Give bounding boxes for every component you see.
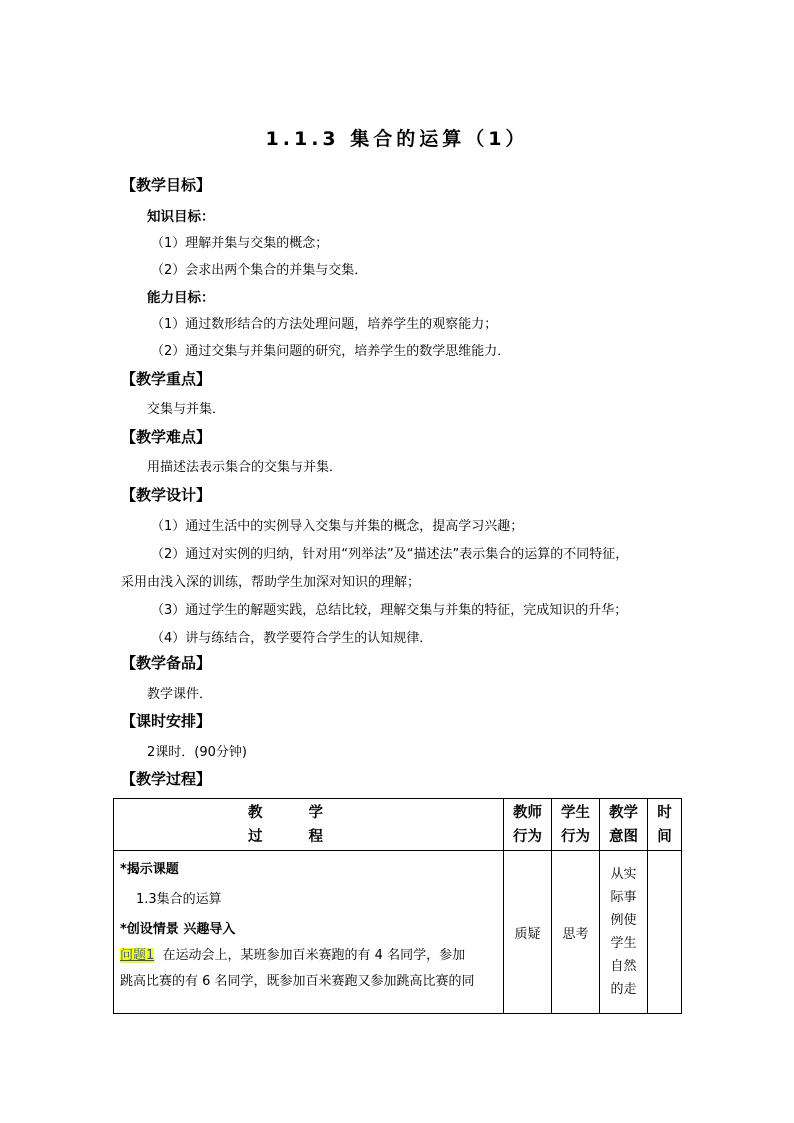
header-intent-line-1: 教学 — [609, 804, 638, 821]
intent-cell — [600, 851, 648, 1014]
intent-line-3: 例使 — [610, 913, 637, 928]
ability-label: 能力目标： — [147, 290, 215, 306]
intent-line-4: 学生 — [610, 936, 637, 951]
intent-line-1: 从实 — [610, 867, 637, 882]
process-content-cell — [114, 851, 504, 1014]
design-line-4: （3）通过学生的解题实践，总结比较，理解交集与并集的特征，完成知识的升华； — [151, 603, 628, 618]
section-objectives: 【教学目标】 — [121, 176, 212, 194]
time-cell — [648, 851, 682, 1014]
key-points-text: 交集与并集． — [147, 402, 226, 417]
ability-line-2: （2）通过交集与并集问题的研究，培养学生的数学思维能力． — [151, 344, 511, 359]
header-intent — [600, 799, 648, 851]
header-teacher-line-1: 教师 — [513, 804, 542, 821]
header-student-line-2: 行为 — [561, 828, 590, 845]
materials-text: 教学课件． — [147, 687, 213, 702]
header-time-line-2: 间 — [657, 828, 672, 845]
table-header-row — [114, 799, 682, 851]
header-student-line-1: 学生 — [561, 804, 590, 821]
section-difficulties: 【教学难点】 — [121, 428, 212, 446]
teacher-action-cell — [504, 851, 552, 1014]
student-action-cell — [552, 851, 600, 1014]
header-process-char-1: 教 — [248, 804, 263, 821]
section-schedule: 【课时安排】 — [121, 712, 212, 730]
header-process-char-3: 过 — [248, 828, 263, 845]
knowledge-label: 知识目标： — [147, 209, 215, 225]
header-process-char-4: 程 — [308, 828, 323, 845]
student-action: 思考 — [562, 926, 589, 942]
schedule-text: 2课时．(90分钟) — [147, 745, 247, 760]
section-materials: 【教学备品】 — [121, 654, 212, 672]
design-line-1: （1）通过生活中的实例导入交集与并集的概念，提高学习兴趣； — [151, 519, 524, 534]
header-teacher-line-2: 行为 — [513, 828, 542, 845]
teacher-action: 质疑 — [514, 926, 541, 942]
topic-text: 1.3集合的运算 — [136, 892, 222, 907]
intent-line-6: 的走 — [610, 982, 637, 997]
topic-label: *揭示课题 — [120, 862, 179, 877]
section-key-points: 【教学重点】 — [121, 370, 212, 388]
table-row — [114, 851, 682, 1014]
header-time-line-1: 时 — [657, 804, 672, 821]
section-design: 【教学设计】 — [121, 486, 212, 504]
header-process — [114, 799, 504, 851]
design-line-3: 采用由浅入深的训练，帮助学生加深对知识的理解； — [121, 575, 421, 590]
section-process: 【教学过程】 — [121, 770, 212, 788]
intent-line-5: 自然 — [610, 959, 637, 974]
question-1-link[interactable]: 问题1 — [120, 948, 155, 963]
intent-line-2: 际事 — [610, 890, 637, 905]
difficulties-text: 用描述法表示集合的交集与并集． — [147, 460, 343, 475]
knowledge-line-1: （1）理解并集与交集的概念； — [151, 236, 329, 251]
design-line-5: （4）讲与练结合，教学要符合学生的认知规律． — [151, 631, 433, 646]
header-student-action — [552, 799, 600, 851]
ability-line-1: （1）通过数形结合的方法处理问题，培养学生的观察能力； — [151, 317, 498, 332]
design-line-2: （2）通过对实例的归纳，针对用“列举法”及“描述法”表示集合的运算的不同特征， — [151, 547, 629, 562]
question-1-text-b: 跳高比赛的有 6 名同学，既参加百米赛跑又参加跳高比赛的同 — [120, 974, 475, 989]
page-title: 1.1.3 集合的运算（1） — [265, 128, 529, 150]
knowledge-line-2: （2）会求出两个集合的并集与交集． — [151, 263, 368, 278]
question-1-text-a: 在运动会上，某班参加百米赛跑的有 4 名同学，参加 — [162, 948, 466, 963]
header-process-char-2: 学 — [308, 804, 323, 821]
header-time — [648, 799, 682, 851]
teaching-process-table — [113, 798, 682, 1014]
header-intent-line-2: 意图 — [609, 828, 638, 845]
scene-label: *创设情景 兴趣导入 — [120, 922, 236, 937]
header-teacher-action — [504, 799, 552, 851]
